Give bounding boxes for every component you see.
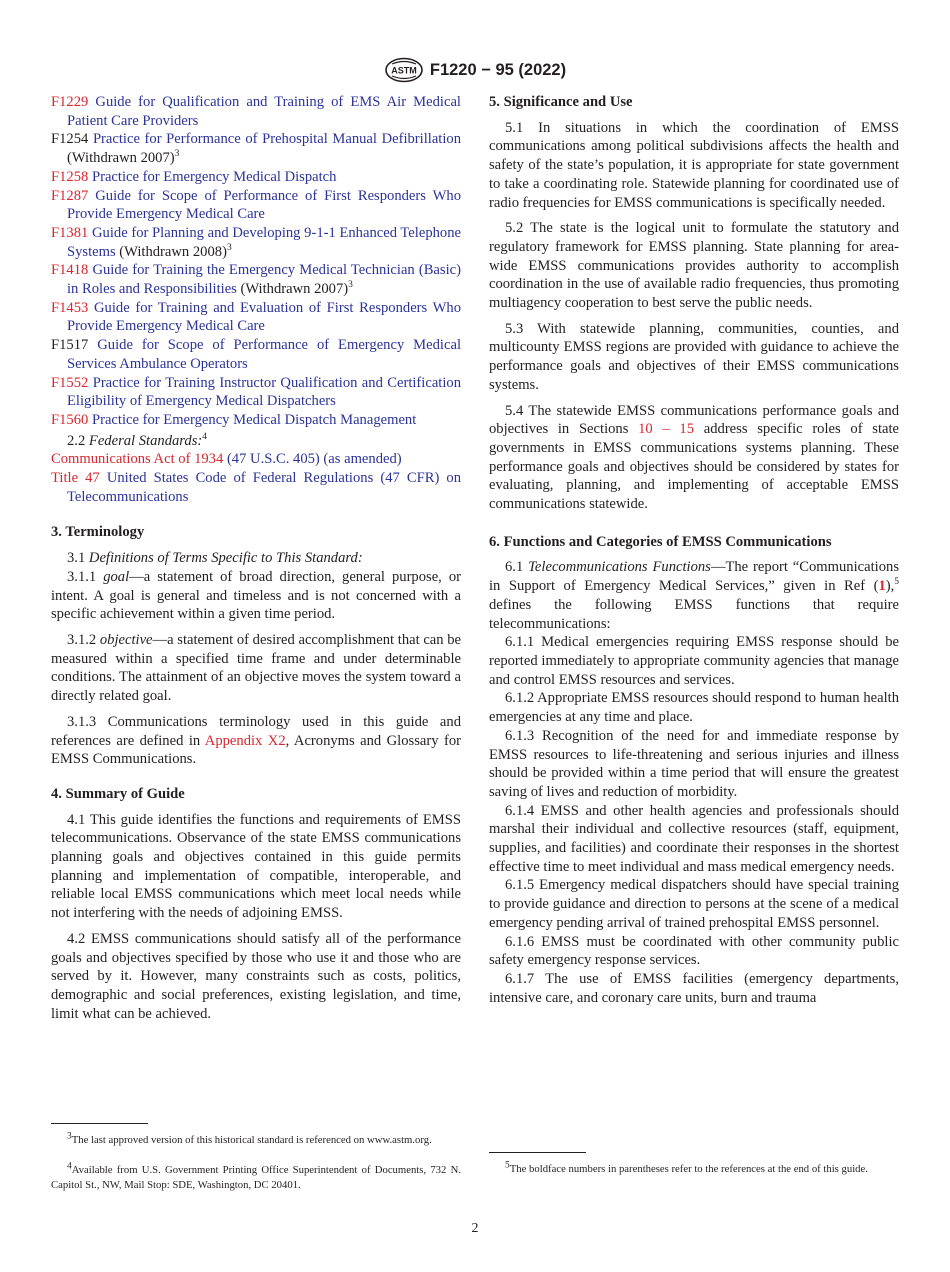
definition-text: —a statement of desired accomplishment that can be measured within a specified time frame and under determinable conditions. The attainment of an objective moves the system toward a directly related goal. <box>51 631 461 705</box>
federal-code[interactable]: Title 47 <box>51 470 100 487</box>
section-3-1-3 <box>51 713 461 769</box>
section-heading-summary: 4. Summary of Guide <box>51 785 185 802</box>
footnote-divider <box>51 1123 148 1124</box>
appendix-link[interactable]: Appendix X2 <box>204 732 286 749</box>
paragraph-text: 3.1.3 Communications terminology used in this guide and references are defined in <box>51 713 461 749</box>
section-4-2: 4.2 EMSS communications should satisfy all of the performance goals and objectives specified by those who use it and those who are served by it. However, many constraints such as costs, politics, demographic and social preferences, existing legislation, and time, limit what can be achieved. <box>51 930 461 1022</box>
section-6-1-1: 6.1.1 Medical emergencies requiring EMSS response should be reported immediately to appropriate community agencies that manage and control EMSS resources and services. <box>489 634 899 688</box>
reference-status: (Withdrawn 2008) <box>115 243 227 260</box>
standard-designation: F1220 − 95 (2022) <box>429 60 567 79</box>
definition-text: —a statement of broad direction, general purpose, or intent. A goal is general and timeless and is not concerned with a specific achievement within a given time period. <box>51 568 461 623</box>
reference-title[interactable]: Guide for Training the Emergency Medical Technician (Basic) in Roles and Responsibilities <box>67 262 461 298</box>
footnote-divider <box>489 1152 586 1153</box>
paragraph-text: defines the following EMSS functions that require telecommunications: <box>489 596 899 632</box>
reference-link[interactable]: 1 <box>878 578 886 595</box>
footnote-ref: 3 <box>174 149 180 160</box>
astm-logo-icon <box>384 57 424 83</box>
footnote-4 <box>51 1163 461 1192</box>
federal-code[interactable]: Communications Act of 1934 <box>51 451 224 468</box>
definition-objective <box>51 631 461 706</box>
reference-item <box>51 299 461 336</box>
section-title: Federal Standards: <box>88 432 203 449</box>
federal-standard-item <box>51 469 461 506</box>
paragraph-text: ), <box>885 578 895 595</box>
reference-code[interactable]: F1418 <box>51 262 89 279</box>
reference-code[interactable]: F1381 <box>51 224 89 241</box>
reference-item <box>51 130 461 167</box>
reference-status: (Withdrawn 2007) <box>236 281 349 298</box>
section-6-1-5: 6.1.5 Emergency medical dispatchers should have special training to provide guidance and direction to persons at the scene of a medical emergency pending arrival of trained prehospital EMSS personnel. <box>489 877 899 931</box>
reference-title[interactable]: Guide for Scope of Performance of First Responders Who Provide Emergency Medical Care <box>67 187 461 223</box>
reference-title[interactable]: Guide for Training and Evaluation of First Responders Who Provide Emergency Medical Care <box>67 299 461 335</box>
reference-code: F1254 <box>51 131 89 148</box>
section-heading-functions: 6. Functions and Categories of EMSS Communications <box>489 533 832 550</box>
page-header <box>0 56 950 84</box>
reference-code[interactable]: F1560 <box>51 411 89 428</box>
defined-term: objective <box>99 631 153 648</box>
footnote-text: The last approved version of this historical standard is referenced on www.astm.org. <box>71 1134 432 1146</box>
reference-title[interactable]: Practice for Emergency Medical Dispatch <box>91 168 337 185</box>
section-6-1-3: 6.1.3 Recognition of the need for and immediate response by EMSS resources to life-threatening and serious injuries and illness should be provided within a time period that will ensure the greatest saving of lives and reduction of morbidity. <box>489 727 899 800</box>
defined-term: goal <box>103 568 130 585</box>
reference-title[interactable]: Guide for Scope of Performance of Emergency Medical Services Ambulance Operators <box>67 337 461 372</box>
paragraph-text: 5.4 The statewide EMSS communications performance goals and objectives in Sections <box>489 402 899 438</box>
section-number: 3.1.2 <box>67 631 97 648</box>
section-4-1: 4.1 This guide identifies the functions and requirements of EMSS telecommunications. Observance of the state EMSS communications planning goals and objectives contained in this guide permits planning and implementation of compatible, interoperable, and reliable local EMSS communications which meet local needs while not interfering with the needs of adjoining EMSS. <box>51 811 461 922</box>
footnote-number: 3 <box>67 1131 72 1142</box>
footnote-ref: 3 <box>226 242 232 253</box>
paragraph-text: address specific roles of state governments in EMSS communications systems planning. These performance goals and objectives should be considered by states for evaluating, planning, and implementing of acceptable EMSS communications statewide. <box>489 421 900 513</box>
section-6-1-2: 6.1.2 Appropriate EMSS resources should respond to human health emergencies at any time and place. <box>489 690 899 726</box>
footnote-5 <box>489 1162 899 1177</box>
federal-standard-item <box>51 450 461 469</box>
reference-item <box>51 93 461 130</box>
section-5-1: 5.1 In situations in which the coordination of EMSS communications among political subdivisions affects the health and safety of the state’s population, it is appropriate for state government to take a coordinating role. Statewide planning for coordinated use of radio frequencies for EMSS communications is specifically needed. <box>489 119 899 211</box>
federal-standards-heading <box>51 432 461 451</box>
section-5-2: 5.2 The state is the logical unit to formulate the statutory and regulatory framework for EMSS planning. State planning for area-wide EMSS communications provides authority to accomplish coordination in the use of available radio frequencies, thus promoting multiagency cooperation to best serve the public needs. <box>489 220 899 312</box>
footnote-ref: 3 <box>348 280 353 291</box>
section-number: 2.2 <box>67 432 86 449</box>
section-title: Telecommunications Functions <box>528 559 711 576</box>
reference-list <box>51 93 461 430</box>
page-number: 2 <box>471 1221 479 1236</box>
reference-title[interactable]: Practice for Emergency Medical Dispatch Management <box>91 411 417 428</box>
section-5-3: 5.3 With statewide planning, communities, counties, and multicounty EMSS regions are provided with guidance to achieve the performance goals and objectives of their EMSS communications systems. <box>489 320 899 393</box>
section-heading-significance: 5. Significance and Use <box>489 94 633 110</box>
reference-title[interactable]: Practice for Training Instructor Qualification and Certification Eligibility of Emergency Medical Dispatchers <box>67 374 462 410</box>
reference-title[interactable]: Practice for Performance of Prehospital Manual Defibrillation <box>92 131 461 148</box>
section-6-1-7: 6.1.7 The use of EMSS facilities (emergency departments, intensive care, and coronary care units, burn and trauma <box>489 970 899 1006</box>
reference-code[interactable]: F1287 <box>51 187 89 204</box>
reference-status: (Withdrawn 2007) <box>67 150 175 167</box>
footnote-ref: 4 <box>202 431 208 442</box>
right-column <box>489 93 899 1007</box>
footnote-3 <box>51 1133 461 1148</box>
reference-item <box>51 411 461 430</box>
definition-goal <box>51 568 461 624</box>
reference-item <box>51 187 461 224</box>
reference-item <box>51 374 461 411</box>
paragraph-text: —The report “Communications in Support of Emergency Medical Services,” given in Ref ( <box>489 559 899 595</box>
section-6-1-4: 6.1.4 EMSS and other health agencies and professionals should marshal their individual and collective resources (staff, equipment, supplies, and facilities) and coordinate their responses in the shortest effective time to meet individual and mass medical emergency needs. <box>489 802 899 875</box>
section-heading-terminology: 3. Terminology <box>51 524 145 541</box>
section-3-1 <box>51 549 461 568</box>
left-column <box>51 93 461 1030</box>
section-number: 6.1 <box>505 559 524 576</box>
reference-title[interactable]: Guide for Qualification and Training of EMS Air Medical Patient Care Providers <box>67 94 461 129</box>
reference-item <box>51 336 461 373</box>
reference-item <box>51 168 461 187</box>
section-number: 3.1.1 <box>67 568 97 585</box>
footnote-text: Available from U.S. Government Printing Office Superintendent of Documents, 732 N. Capitol St., NW, Mail Stop: SDE, Washington, DC 20401. <box>51 1164 461 1191</box>
reference-code[interactable]: F1552 <box>51 374 89 391</box>
section-6-1 <box>489 558 899 633</box>
federal-title[interactable]: United States Code of Federal Regulations (47 CFR) on Telecommunications <box>67 470 462 505</box>
section-title: Definitions of Terms Specific to This Standard: <box>88 550 363 567</box>
reference-item <box>51 261 461 298</box>
section-number: 3.1 <box>67 550 86 567</box>
paragraph-text: , Acronyms and Glossary for EMSS Communications. <box>51 732 461 768</box>
astm-logo-text: ASTM <box>391 65 417 76</box>
reference-title[interactable]: Guide for Planning and Developing 9-1-1 Enhanced Telephone Systems <box>67 224 461 260</box>
footnote-text: The boldface numbers in parentheses refer to the references at the end of this guide. <box>509 1163 868 1175</box>
reference-code[interactable]: F1258 <box>51 168 89 185</box>
reference-code[interactable]: F1229 <box>51 94 89 110</box>
reference-code: F1517 <box>51 337 89 354</box>
section-6-1-6: 6.1.6 EMSS must be coordinated with other community public safety emergency response services. <box>489 933 899 969</box>
footnote-number: 5 <box>505 1160 510 1171</box>
reference-item <box>51 224 461 261</box>
footnote-number: 4 <box>67 1161 72 1172</box>
section-link[interactable]: 10 – 15 <box>638 421 695 438</box>
reference-code[interactable]: F1453 <box>51 299 89 316</box>
federal-title[interactable]: (47 U.S.C. 405) (as amended) <box>226 451 402 468</box>
footnote-ref: 5 <box>894 577 899 588</box>
section-5-4 <box>489 402 899 514</box>
